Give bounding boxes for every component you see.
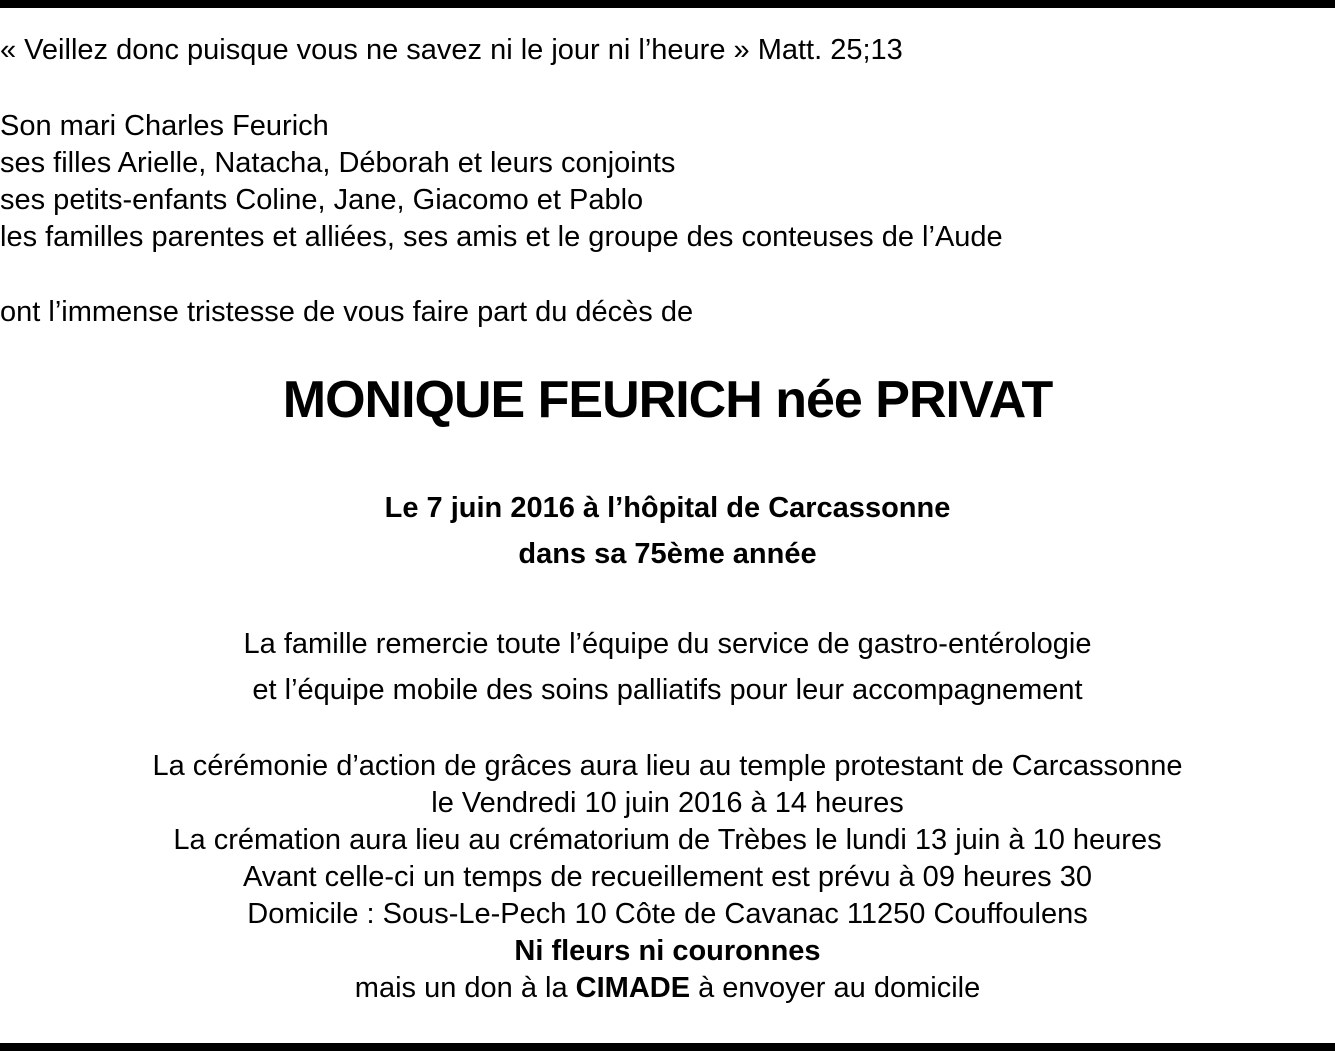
no-flowers-notice: Ni fleurs ni couronnes bbox=[514, 935, 821, 967]
thanks-line-1: La famille remercie toute l’équipe du service de gastro-entérologie bbox=[243, 628, 1092, 660]
donation-organization: CIMADE bbox=[575, 972, 691, 1004]
donation-text-after: à envoyer au domicile bbox=[690, 972, 981, 1004]
ceremony-date: le Vendredi 10 juin 2016 à 14 heures bbox=[431, 787, 904, 819]
death-date-place: Le 7 juin 2016 à l’hôpital de Carcassonne bbox=[384, 492, 951, 524]
family-line-husband: Son mari Charles Feurich bbox=[0, 110, 329, 142]
donation-line bbox=[0, 970, 1335, 1007]
family-line-grandchildren: ses petits-enfants Coline, Jane, Giacomo et Pablo bbox=[0, 184, 644, 216]
top-border-rule bbox=[0, 0, 1335, 8]
family-line-daughters: ses filles Arielle, Natacha, Déborah et leurs conjoints bbox=[0, 147, 676, 179]
thanks-line-2: et l’équipe mobile des soins palliatifs pour leur accompagnement bbox=[252, 674, 1083, 706]
donation-text-before: mais un don à la bbox=[354, 972, 576, 1004]
gathering-info: Avant celle-ci un temps de recueillement est prévu à 09 heures 30 bbox=[242, 861, 1092, 893]
deceased-name: MONIQUE FEURICH née PRIVAT bbox=[282, 371, 1053, 429]
family-line-relatives: les familles parentes et alliées, ses amis et le groupe des conteuses de l’Aude bbox=[0, 221, 1003, 253]
home-address: Domicile : Sous-Le-Pech 10 Côte de Cavanac 11250 Couffoulens bbox=[247, 898, 1088, 930]
announcement-text: ont l’immense tristesse de vous faire part du décès de bbox=[0, 296, 694, 328]
ceremony-location: La cérémonie d’action de grâces aura lieu au temple protestant de Carcassonne bbox=[152, 750, 1183, 782]
cremation-info: La crémation aura lieu au crématorium de Trèbes le lundi 13 juin à 10 heures bbox=[173, 824, 1162, 856]
bible-quote: « Veillez donc puisque vous ne savez ni le jour ni l’heure » Matt. 25;13 bbox=[0, 34, 903, 66]
bottom-border-rule bbox=[0, 1043, 1335, 1051]
death-age: dans sa 75ème année bbox=[518, 538, 817, 570]
